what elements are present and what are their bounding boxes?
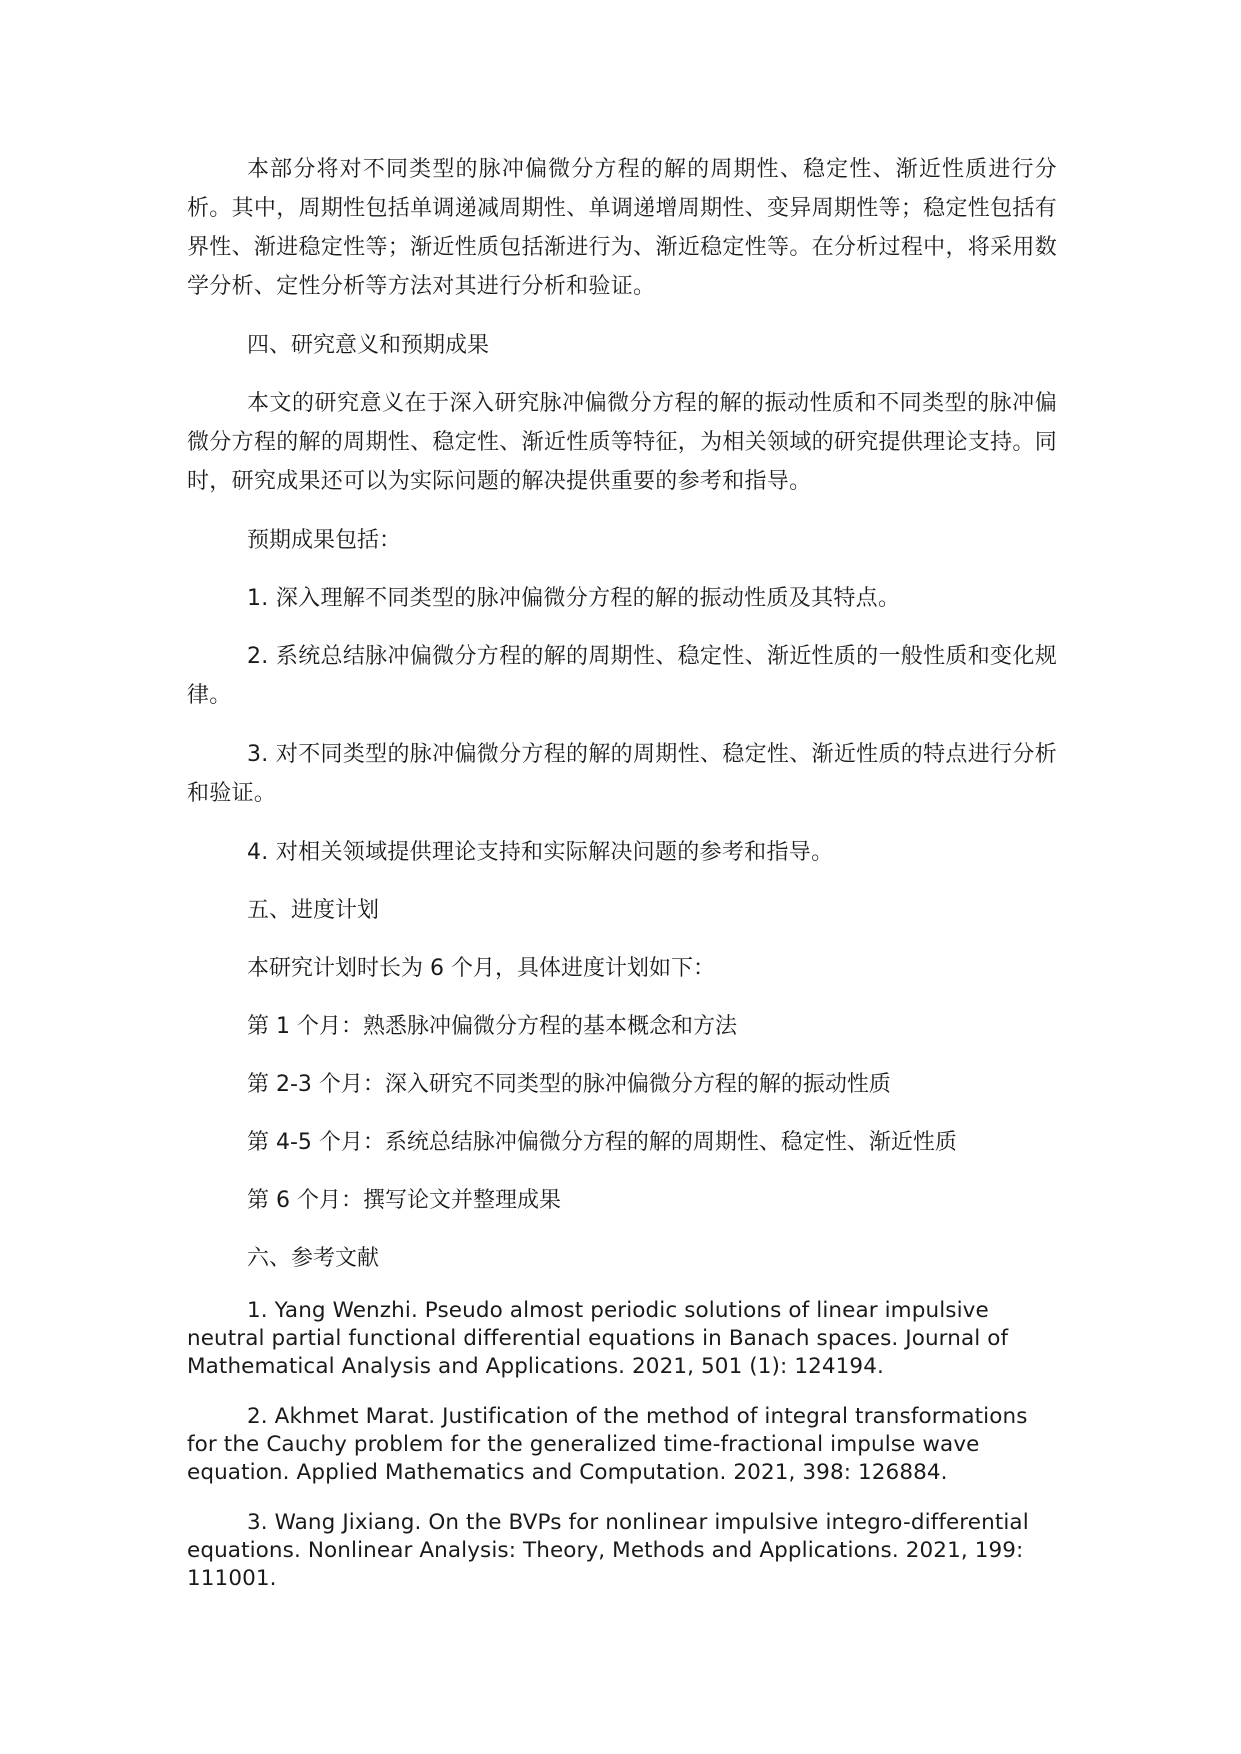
outcome-item: 4. 对相关领域提供理论支持和实际解决问题的参考和指导。 (247, 840, 834, 865)
schedule-item: 第 4-5 个月：系统总结脉冲偏微分方程的解的周期性、稳定性、渐近性质 (247, 1130, 957, 1155)
analysis-paragraph: 本部分将对不同类型的脉冲偏微分方程的解的周期性、稳定性、渐近性质进行分析。其中，周期性包括单调递减周期性、单调递增周期性、变异周期性等；稳定性包括有界性、渐进稳定性等；渐近性质包括渐进行为、渐近稳定性等。在分析过程中，将采用数学分析、定性分析等方法对其进行分析和验证。 (187, 157, 1057, 299)
outcome-item: 3. 对不同类型的脉冲偏微分方程的解的周期性、稳定性、渐近性质的特点进行分析和验证。 (187, 742, 1057, 806)
outcomes-intro: 预期成果包括： (247, 528, 402, 553)
outcome-item: 1. 深入理解不同类型的脉冲偏微分方程的解的振动性质及其特点。 (247, 586, 901, 611)
significance-paragraph: 本文的研究意义在于深入研究脉冲偏微分方程的解的振动性质和不同类型的脉冲偏微分方程的解的周期性、稳定性、渐近性质等特征，为相关领域的研究提供理论支持。同时，研究成果还可以为实际问题的解决提供重要的参考和指导。 (187, 391, 1057, 494)
schedule-intro: 本研究计划时长为 6 个月，具体进度计划如下： (247, 956, 715, 981)
reference-item: 2. Akhmet Marat. Justification of the method of integral transformations for the Cauchy problem for the generalized time-fractional impulse wave equation. Applied Mathematics and Computation. 2021, 398: 126884. (187, 1404, 1028, 1485)
section-five-heading: 五、进度计划 (247, 898, 380, 923)
reference-item: 1. Yang Wenzhi. Pseudo almost periodic solutions of linear impulsive neutral partial functional differential equations in Banach spaces. Journal of Mathematical Analysis and Applications. 2021, 501 (1): 124194. (187, 1298, 1009, 1379)
schedule-item: 第 2-3 个月：深入研究不同类型的脉冲偏微分方程的解的振动性质 (247, 1072, 891, 1097)
schedule-item: 第 1 个月：熟悉脉冲偏微分方程的基本概念和方法 (247, 1014, 737, 1039)
section-four-heading: 四、研究意义和预期成果 (247, 333, 490, 358)
section-six-heading: 六、参考文献 (247, 1246, 380, 1271)
reference-item: 3. Wang Jixiang. On the BVPs for nonlinear impulsive integro-differential equations. Nonlinear Analysis: Theory, Methods and Applications. 2021, 199: 111001. (187, 1510, 1029, 1591)
schedule-item: 第 6 个月：撰写论文并整理成果 (247, 1188, 561, 1213)
outcome-item: 2. 系统总结脉冲偏微分方程的解的周期性、稳定性、渐近性质的一般性质和变化规律。 (187, 644, 1057, 708)
document-page (187, 150, 1057, 1615)
